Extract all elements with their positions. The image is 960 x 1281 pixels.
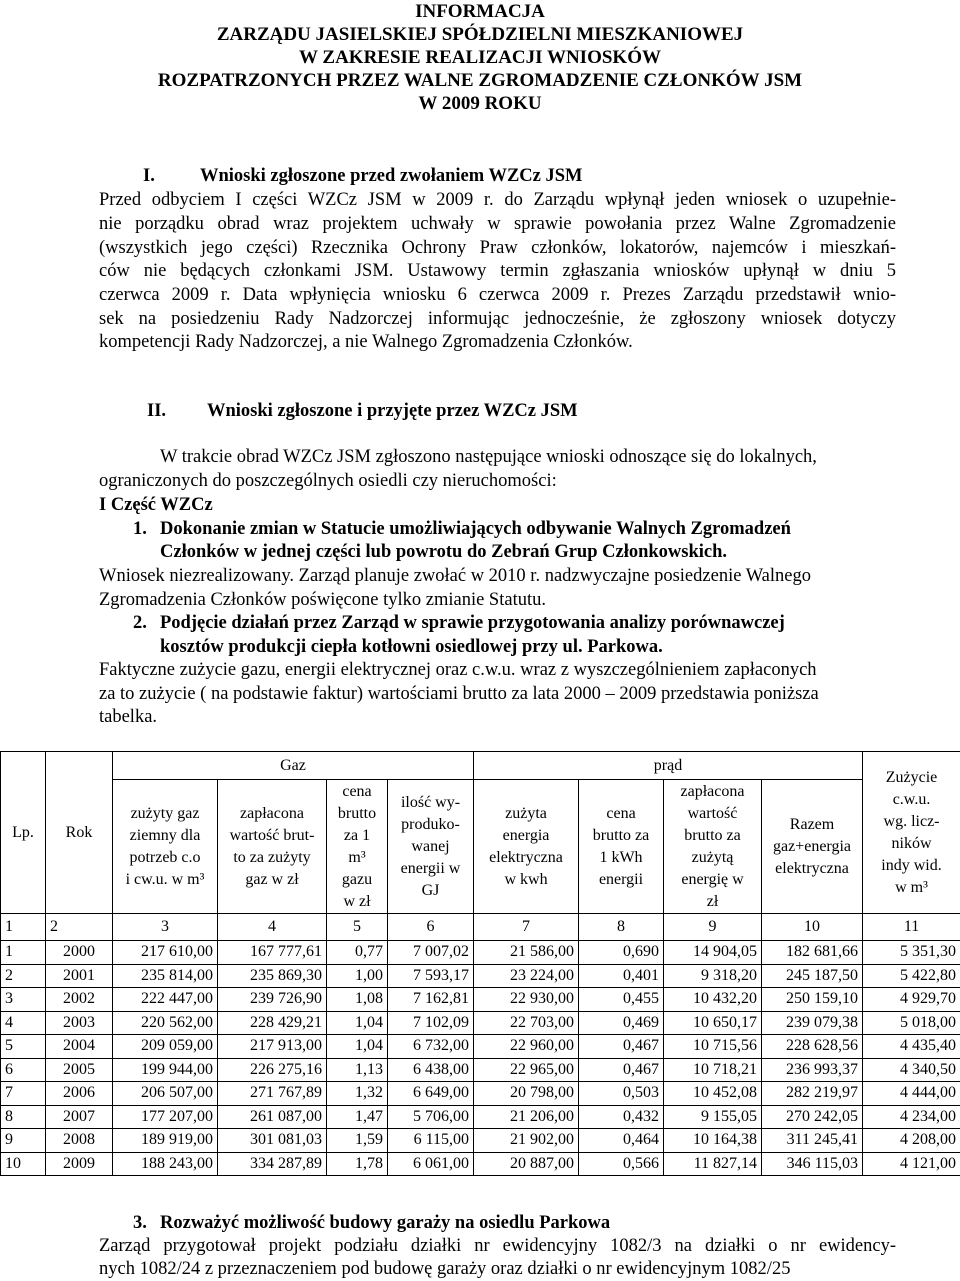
table-cell: 228 429,21 <box>218 1011 327 1035</box>
table-cell: 311 245,41 <box>762 1129 863 1153</box>
table-cell: 4 444,00 <box>863 1082 960 1106</box>
header-rok: Rok <box>46 752 113 914</box>
header-text: wartość <box>687 804 738 822</box>
table-cell: 2007 <box>46 1105 113 1129</box>
table-cell: 0,469 <box>579 1011 664 1035</box>
header-text: ników <box>891 834 932 852</box>
header-text: zużyta <box>505 804 547 822</box>
header-text: cena <box>342 782 372 800</box>
table-cell: 1,59 <box>327 1129 388 1153</box>
table-cell: 6 438,00 <box>388 1058 474 1082</box>
header-text: brutto za <box>592 826 650 844</box>
table-cell: 6 732,00 <box>388 1035 474 1059</box>
header-text: produko- <box>401 815 460 833</box>
column-number-cell: 5 <box>327 914 388 941</box>
table-cell: 20 887,00 <box>474 1152 579 1176</box>
header-text: ilość wy- <box>400 793 461 811</box>
part-label: I Część WZCz <box>99 495 213 515</box>
table-cell: 182 681,66 <box>762 941 863 965</box>
title-line-5: W 2009 ROKU <box>418 93 542 114</box>
table-cell: 1,78 <box>327 1152 388 1176</box>
table-cell: 1,00 <box>327 964 388 988</box>
header-text: zapłacona <box>240 804 304 822</box>
table-row <box>1 1105 960 1129</box>
header-lp: Lp. <box>1 752 46 914</box>
header-text: energia <box>502 826 550 844</box>
column-number-cell: 11 <box>863 914 960 941</box>
item-1-title: Dokonanie zmian w Statucie umożliwiających odbywanie Walnych Zgromadzeń <box>160 519 791 539</box>
table-cell: 0,77 <box>327 941 388 965</box>
table-cell: 10 650,17 <box>664 1011 762 1035</box>
header-prad-cena <box>579 780 664 914</box>
table-cell: 0,566 <box>579 1152 664 1176</box>
table-cell: 2004 <box>46 1035 113 1059</box>
table-cell: 21 206,00 <box>474 1105 579 1129</box>
table-cell: 235 869,30 <box>218 964 327 988</box>
section-1-line: kompetencji Rady Nadzorczej, a nie Walnego Zgromadzenia Członków. <box>99 332 633 352</box>
header-text: gaz w zł <box>245 870 299 888</box>
header-text: 1 kWh <box>599 848 643 866</box>
header-text: energię w <box>681 870 744 888</box>
table-cell: 189 919,00 <box>113 1129 218 1153</box>
item-3-text: Zarząd przygotował projekt podziału działki nr ewidencyjny 1082/3 na działki o nr ewidency- <box>99 1236 896 1256</box>
item-3-number: 3. <box>133 1213 147 1233</box>
table-cell: 220 562,00 <box>113 1011 218 1035</box>
item-2-text: tabelka. <box>99 707 158 727</box>
table-cell: 4 234,00 <box>863 1105 960 1129</box>
table-cell: 0,467 <box>579 1058 664 1082</box>
item-1-text: Wniosek niezrealizowany. Zarząd planuje zwołać w 2010 r. nadzwyczajne posiedzenie Walnego <box>99 566 811 586</box>
table-cell: 0,455 <box>579 988 664 1012</box>
item-1-title: Członków w jednej części lub powrotu do Zebrań Grup Członkowskich. <box>160 542 728 562</box>
table-cell: 6 649,00 <box>388 1082 474 1106</box>
table-row <box>1 1011 960 1035</box>
table-cell: 2000 <box>46 941 113 965</box>
header-text: zł <box>706 892 719 910</box>
header-text: zapłacona <box>680 782 745 800</box>
item-2-text: Faktyczne zużycie gazu, energii elektrycznej oraz c.w.u. wraz z wyszczególnieniem zapłaconych <box>99 660 817 680</box>
section-1-line: ców nie będących członkami JSM. Ustawowy termin zgłaszania wniosków upłynął w dniu 5 <box>99 261 896 281</box>
header-text: m³ <box>348 848 366 866</box>
table-cell: 1,04 <box>327 1035 388 1059</box>
table-row <box>1 1129 960 1153</box>
table-body <box>1 914 960 1176</box>
header-prad-zuzyta <box>474 780 579 914</box>
table-cell: 228 628,56 <box>762 1035 863 1059</box>
header-text: w zł <box>343 892 371 910</box>
column-number-cell: 1 <box>1 914 46 941</box>
header-text: Zużycie <box>885 768 938 786</box>
table-cell: 5 422,80 <box>863 964 960 988</box>
title-line-1: INFORMACJA <box>415 1 545 22</box>
energy-cost-table <box>0 751 960 1176</box>
header-text: energii <box>598 870 644 888</box>
header-text: brutto za <box>684 826 741 844</box>
header-text: ziemny dla <box>129 826 201 844</box>
section-1-line: Przed odbyciem I części WZCz JSM w 2009 r. do Zarządu wpłynął jeden wniosek o uzupełnie- <box>99 190 896 210</box>
column-number-row <box>1 914 960 941</box>
header-group-gaz: Gaz <box>113 752 474 780</box>
table-cell: 222 447,00 <box>113 988 218 1012</box>
table-row <box>1 1058 960 1082</box>
header-razem <box>762 780 863 914</box>
header-gaz-wartosc <box>218 780 327 914</box>
table-cell: 8 <box>1 1105 46 1129</box>
column-number-cell: 2 <box>46 914 113 941</box>
table-cell: 0,467 <box>579 1035 664 1059</box>
table-cell: 0,690 <box>579 941 664 965</box>
table-cell: 1 <box>1 941 46 965</box>
table-cell: 199 944,00 <box>113 1058 218 1082</box>
table-row <box>1 1152 960 1176</box>
table-cell: 7 <box>1 1082 46 1106</box>
column-number-cell: 8 <box>579 914 664 941</box>
table-cell: 5 018,00 <box>863 1011 960 1035</box>
section-1-line: czerwca 2009 r. Data wpłynięcia wniosku 6 czerwca 2009 r. Prezes Zarządu przedstawił wnio- <box>99 285 896 305</box>
table-cell: 10 718,21 <box>664 1058 762 1082</box>
header-text: elektryczna <box>775 859 849 877</box>
table-cell: 0,401 <box>579 964 664 988</box>
table-cell: 4 340,50 <box>863 1058 960 1082</box>
header-gaz-cena <box>327 780 388 914</box>
document-title <box>0 0 960 115</box>
table-cell: 2008 <box>46 1129 113 1153</box>
table-cell: 2 <box>1 964 46 988</box>
header-cwu <box>863 752 960 914</box>
table-cell: 334 287,89 <box>218 1152 327 1176</box>
table-cell: 14 904,05 <box>664 941 762 965</box>
table-cell: 4 435,40 <box>863 1035 960 1059</box>
header-text: to za zużyty <box>233 848 311 866</box>
table-cell: 7 102,09 <box>388 1011 474 1035</box>
table-cell: 4 <box>1 1011 46 1035</box>
table-row <box>1 1082 960 1106</box>
table-cell: 0,464 <box>579 1129 664 1153</box>
table-cell: 239 726,90 <box>218 988 327 1012</box>
section-2-intro: W trakcie obrad WZCz JSM zgłoszono następujące wnioski odnoszące się do lokalnych, <box>160 447 817 467</box>
table-row <box>1 941 960 965</box>
item-2-number: 2. <box>133 613 147 633</box>
table-cell: 2005 <box>46 1058 113 1082</box>
title-line-4: ROZPATRZONYCH PRZEZ WALNE ZGROMADZENIE CZŁONKÓW JSM <box>157 70 803 91</box>
table-cell: 10 715,56 <box>664 1035 762 1059</box>
header-text: Razem <box>789 815 835 833</box>
column-number-cell: 4 <box>218 914 327 941</box>
header-text: gazu <box>341 870 373 888</box>
table-cell: 6 115,00 <box>388 1129 474 1153</box>
table-cell: 10 432,20 <box>664 988 762 1012</box>
section-1-heading: Wnioski zgłoszone przed zwołaniem WZCz JSM <box>200 166 583 186</box>
header-group-prad: prąd <box>474 752 863 780</box>
table-cell: 270 242,05 <box>762 1105 863 1129</box>
table-cell: 217 913,00 <box>218 1035 327 1059</box>
table-cell: 271 767,89 <box>218 1082 327 1106</box>
header-text: brutto <box>337 804 377 822</box>
item-2-title: kosztów produkcji ciepła kotłowni osiedlowej przy ul. Parkowa. <box>160 637 663 657</box>
table-cell: 7 593,17 <box>388 964 474 988</box>
table-cell: 4 208,00 <box>863 1129 960 1153</box>
table-cell: 7 007,02 <box>388 941 474 965</box>
table-cell: 1,47 <box>327 1105 388 1129</box>
table-cell: 2003 <box>46 1011 113 1035</box>
table-cell: 2006 <box>46 1082 113 1106</box>
section-1-number: I. <box>143 166 155 186</box>
header-prad-wartosc <box>664 780 762 914</box>
table-cell: 9 318,20 <box>664 964 762 988</box>
table-cell: 23 224,00 <box>474 964 579 988</box>
table-cell: 2009 <box>46 1152 113 1176</box>
header-text: elektryczna <box>489 848 563 866</box>
column-number-cell: 7 <box>474 914 579 941</box>
item-1-number: 1. <box>133 519 147 539</box>
table-cell: 1,08 <box>327 988 388 1012</box>
header-text: i cw.u. w m³ <box>125 870 205 888</box>
item-3-text: nych 1082/24 z przeznaczeniem pod budowę garaży oraz działki o nr ewidencyjnym 1082/25 <box>99 1259 791 1279</box>
section-1-line: (wszystkich jego części) Rzecznika Ochrony Praw członków, lokatorów, najemców i mieszkań- <box>99 238 896 258</box>
table-cell: 261 087,00 <box>218 1105 327 1129</box>
table-cell: 1,04 <box>327 1011 388 1035</box>
table-cell: 5 <box>1 1035 46 1059</box>
header-gaz-energia-gj <box>388 780 474 914</box>
header-text: wartość brut- <box>229 826 315 844</box>
table-cell: 5 706,00 <box>388 1105 474 1129</box>
table-cell: 10 452,08 <box>664 1082 762 1106</box>
table-cell: 245 187,50 <box>762 964 863 988</box>
table-cell: 239 079,38 <box>762 1011 863 1035</box>
item-3-title: Rozważyć możliwość budowy garaży na osiedlu Parkowa <box>160 1213 611 1233</box>
section-2-intro: ograniczonych do poszczególnych osiedli czy nieruchomości: <box>99 471 557 491</box>
header-text: zużytą <box>691 848 734 866</box>
item-2-title: Podjęcie działań przez Zarząd w sprawie przygotowania analizy porównawczej <box>160 613 785 633</box>
item-1-text: Zgromadzenia Członków poświęcone tylko zmianie Statutu. <box>99 590 546 610</box>
header-text: wanej <box>411 837 450 855</box>
table-cell: 7 162,81 <box>388 988 474 1012</box>
table-cell: 0,432 <box>579 1105 664 1129</box>
table-cell: 4 121,00 <box>863 1152 960 1176</box>
header-text: c.w.u. <box>892 790 931 808</box>
table-cell: 2002 <box>46 988 113 1012</box>
table-cell: 21 586,00 <box>474 941 579 965</box>
table-row <box>1 964 960 988</box>
table-cell: 209 059,00 <box>113 1035 218 1059</box>
column-number-cell: 9 <box>664 914 762 941</box>
table-cell: 5 351,30 <box>863 941 960 965</box>
header-gaz-zuzyty <box>113 780 218 914</box>
column-number-cell: 6 <box>388 914 474 941</box>
table-cell: 4 929,70 <box>863 988 960 1012</box>
header-text: w m³ <box>895 878 928 896</box>
table-cell: 217 610,00 <box>113 941 218 965</box>
column-number-cell: 3 <box>113 914 218 941</box>
table-row <box>1 1035 960 1059</box>
header-text: za 1 <box>343 826 371 844</box>
table-cell: 188 243,00 <box>113 1152 218 1176</box>
header-text: gaz+energia <box>773 837 852 855</box>
table-row <box>1 988 960 1012</box>
section-2-heading: Wnioski zgłoszone i przyjęte przez WZCz JSM <box>207 401 578 421</box>
table-cell: 301 081,03 <box>218 1129 327 1153</box>
header-text: potrzeb c.o <box>129 848 201 866</box>
table-cell: 1,32 <box>327 1082 388 1106</box>
header-text: w kwh <box>504 870 548 888</box>
table-cell: 6 061,00 <box>388 1152 474 1176</box>
table-cell: 236 993,37 <box>762 1058 863 1082</box>
table-cell: 206 507,00 <box>113 1082 218 1106</box>
table-cell: 282 219,97 <box>762 1082 863 1106</box>
item-2-text: za to zużycie ( na podstawie faktur) wartościami brutto za lata 2000 – 2009 przedstawia poniższa <box>99 684 819 704</box>
table-cell: 226 275,16 <box>218 1058 327 1082</box>
table-cell: 22 965,00 <box>474 1058 579 1082</box>
table-cell: 9 <box>1 1129 46 1153</box>
table-cell: 21 902,00 <box>474 1129 579 1153</box>
table-cell: 11 827,14 <box>664 1152 762 1176</box>
table-cell: 235 814,00 <box>113 964 218 988</box>
table-cell: 6 <box>1 1058 46 1082</box>
header-text: wg. licz- <box>883 812 940 830</box>
table-cell: 250 159,10 <box>762 988 863 1012</box>
table-cell: 22 703,00 <box>474 1011 579 1035</box>
header-text: energii w <box>400 859 461 877</box>
table-cell: 167 777,61 <box>218 941 327 965</box>
section-2-number: II. <box>147 401 167 421</box>
title-line-2: ZARZĄDU JASIELSKIEJ SPÓŁDZIELNI MIESZKANIOWEJ <box>216 24 744 45</box>
table-cell: 1,13 <box>327 1058 388 1082</box>
header-text: cena <box>606 804 636 822</box>
table-cell: 22 930,00 <box>474 988 579 1012</box>
column-number-cell: 10 <box>762 914 863 941</box>
header-text: GJ <box>421 881 440 899</box>
section-1-line: nie porządku obrad wraz projektem uchwały w sprawie powołania przez Walne Zgromadzenie <box>99 214 896 234</box>
table-cell: 22 960,00 <box>474 1035 579 1059</box>
table-cell: 9 155,05 <box>664 1105 762 1129</box>
table-cell: 10 164,38 <box>664 1129 762 1153</box>
table-cell: 10 <box>1 1152 46 1176</box>
table-cell: 177 207,00 <box>113 1105 218 1129</box>
header-text: zużyty gaz <box>130 804 200 822</box>
section-1-line: sek na posiedzeniu Rady Nadzorczej informując jednocześnie, że zgłoszony wniosek dotyczy <box>99 309 896 329</box>
header-text: indy wid. <box>881 856 942 874</box>
table-cell: 20 798,00 <box>474 1082 579 1106</box>
table-cell: 0,503 <box>579 1082 664 1106</box>
title-line-3: W ZAKRESIE REALIZACJI WNIOSKÓW <box>299 47 661 68</box>
table-cell: 346 115,03 <box>762 1152 863 1176</box>
table-cell: 2001 <box>46 964 113 988</box>
table-cell: 3 <box>1 988 46 1012</box>
